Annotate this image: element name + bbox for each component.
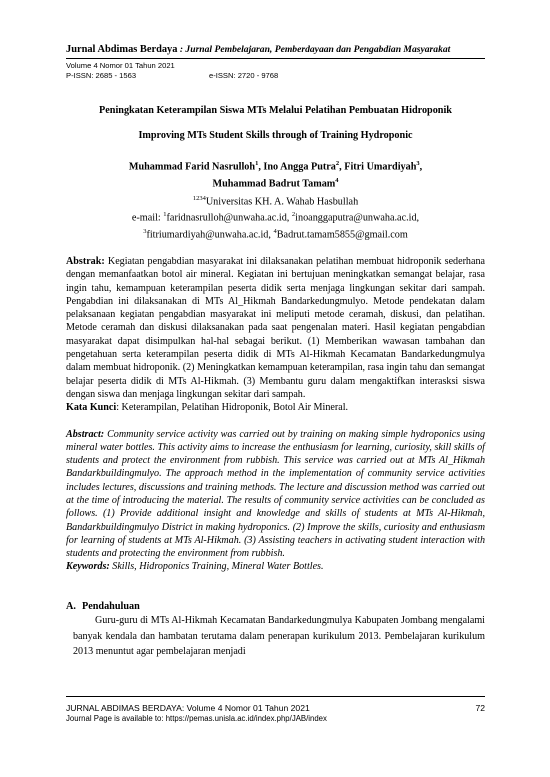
abstract-id-label: Abstrak: (66, 255, 105, 267)
keywords-en-text: Skills, Hidroponics Training, Mineral Water Bottles. (109, 561, 324, 573)
paper-title-indonesian: Peningkatan Keterampilan Siswa MTs Melalui Pelatihan Pembuatan Hidroponik (99, 105, 452, 116)
journal-name: Jurnal Abdimas Berdaya (66, 44, 178, 55)
author-list: Muhammad Farid Nasrulloh$^1$, Ino Angga Putra$^2$, Fitri Umardiyah$^3$, Muhammad Badrut Tamam$^4$ (128, 160, 423, 190)
affiliation: $^{1234}$Universitas KH. A. Wahab Hasbullah e-mail: $^1$faridnasrulloh@unwaha.ac.id, $^2$inoanggaputra@unwaha.ac.id, $^3$fitriumardiyah@unwaha.ac.id, $^4$Badrut.tamam5855@gmail.com (131, 194, 420, 240)
email-prefix: e-mail: (131, 212, 164, 224)
author-1: Muhammad Farid Nasrulloh (128, 161, 256, 173)
email-1[interactable]: faridnasrulloh@unwaha.ac.id, (166, 212, 290, 224)
author-2-sup: 2 (335, 160, 340, 167)
keywords-id-label: Kata Kunci (66, 402, 117, 414)
page-footer (66, 696, 485, 723)
keywords-id-text: : Keterampilan, Pelatihan Hidroponik, Botol Air Mineral. (116, 402, 349, 414)
abstract-indonesian (66, 255, 485, 401)
abstract-en-label: Abstract: (66, 428, 105, 440)
keywords-en-label: Keywords: (66, 561, 110, 573)
author-4: Muhammad Badrut Tamam (212, 178, 336, 190)
footer-link[interactable]: Journal Page is available to: https://pemas.unisla.ac.id/index.php/JAB/index (66, 714, 327, 723)
author-3: Fitri Umardiyah (344, 161, 417, 173)
abstract-en-text: Community service activity was carried out by training on making simple hydroponics using mineral water bottles. This activity aims to increase the enthusiasm for learning, curiosity, skill skills of students and protect the environment from rubbish. This service was carried out at MTs Al_Hikmah Bandarkbuildingmulyo. The approach method in the implementation of community service activities includes lectures, discussions and training methods. The lecture and discussion method was carried out at the time of introducing the material. The results of community service activities can be concluded as follows. (1) Provide additional insight and knowledge and skills of students at MTs Al-Hikmah, Bandarkbuildingmulyo District in making hydroponics. (2) Improve the skills, curiosity and enthusiasm for learning of students at MTs Al-Hikmah. (3) Assisting teachers in activating student interaction with students and protecting the environment from rubbish. (66, 428, 485, 560)
journal-meta (66, 61, 485, 80)
author-1-sup: 1 (255, 160, 259, 167)
email-2[interactable]: inoanggaputra@unwaha.ac.id, (295, 212, 420, 224)
email-4[interactable]: Badrut.tamam5855@gmail.com (276, 228, 408, 240)
footer-rule (66, 696, 485, 697)
author-4-sup: 4 (335, 177, 339, 185)
affiliation-name: Universitas KH. A. Wahab Hasbullah (205, 196, 359, 208)
journal-header (66, 44, 485, 56)
keywords-indonesian (66, 401, 485, 414)
section-body-text: Guru-guru di MTs Al-Hikmah Kecamatan Bandarkedungmulya Kabupaten Jombang mengalami banyak kendala dan hambatan terutama dalam penerapan kurikulum 2013. Pembelajaran kurikulum 2013 menuntut agar pembelajaran menjadi (73, 614, 485, 658)
journal-volume: Volume 4 Nomor 01 Tahun 2021 (66, 61, 175, 70)
journal-pissn: P-ISSN: 2685 - 1563 (66, 70, 137, 80)
paper-title-english: Improving MTs Student Skills through of Training Hydroponic (138, 130, 413, 141)
journal-subtitle: : Jurnal Pembelajaran, Pemberdayaan dan Pengabdian Masyarakat (179, 44, 451, 55)
section-number: A. (66, 600, 76, 612)
author-3-sup: 3 (416, 160, 420, 167)
email-3[interactable]: fitriumardiyah@unwaha.ac.id, (146, 228, 271, 240)
journal-eissn: e-ISSN: 2720 - 9768 (209, 70, 279, 80)
abstract-id-text: Kegiatan pengabdian masyarakat ini dilaksanakan pelatihan membuat hidroponik sederhana dengan memanfaatkan botol air mineral. Kegiatan ini bertujuan meningkatkan semangat belajar, rasa ingin tahu, kemampuan keterampilan peserta didik serta menjaga lingkungan sekitar dari sampah. Pengabdian ini dilaksanakan di MTs Al_Hikmah Bandarkedungmulyo. Metode pendekatan dalam pelaksanaan kegiatan pengabdian masyarakat ini meliputi metode ceramah, diskusi, dan pelatihan. Metode ceramah dan diskusi dilaksanakan pada saat pengenalan materi. Hasil kegiatan pengabdian masyarakat dapat disimpulkan hal-hal sebagai berikut. (1) Memberikan wawasan tambahan dan pengetahuan serta keterampilan peserta didik di MTs Al-Hikmah Kecamatan Bandarkedungmulya dalam membuat hidroponik. (2) Meningkatkan kemampuan keterampilan, rasa ingin tahu dan semangat belajar peserta didik di MTs Al-Hikmah. (3) Membantu guru dalam mengaktifkan interasksi siswa dengan siswa dan menjaga lingkungan sekitar dari sampah. (66, 255, 485, 400)
section-heading (66, 601, 485, 612)
keywords-english (66, 560, 485, 573)
author-2: Ino Angga Putra (263, 161, 336, 173)
section-title: Pendahuluan (82, 600, 140, 612)
page-number: 72 (475, 703, 485, 713)
affiliation-sup: 1234 (192, 194, 206, 202)
abstract-english (66, 428, 485, 561)
footer-journal: JURNAL ABDIMAS BERDAYA: Volume 4 Nomor 01 Tahun 2021 (66, 703, 310, 713)
paper-page (66, 44, 485, 660)
header-rule (66, 58, 485, 59)
